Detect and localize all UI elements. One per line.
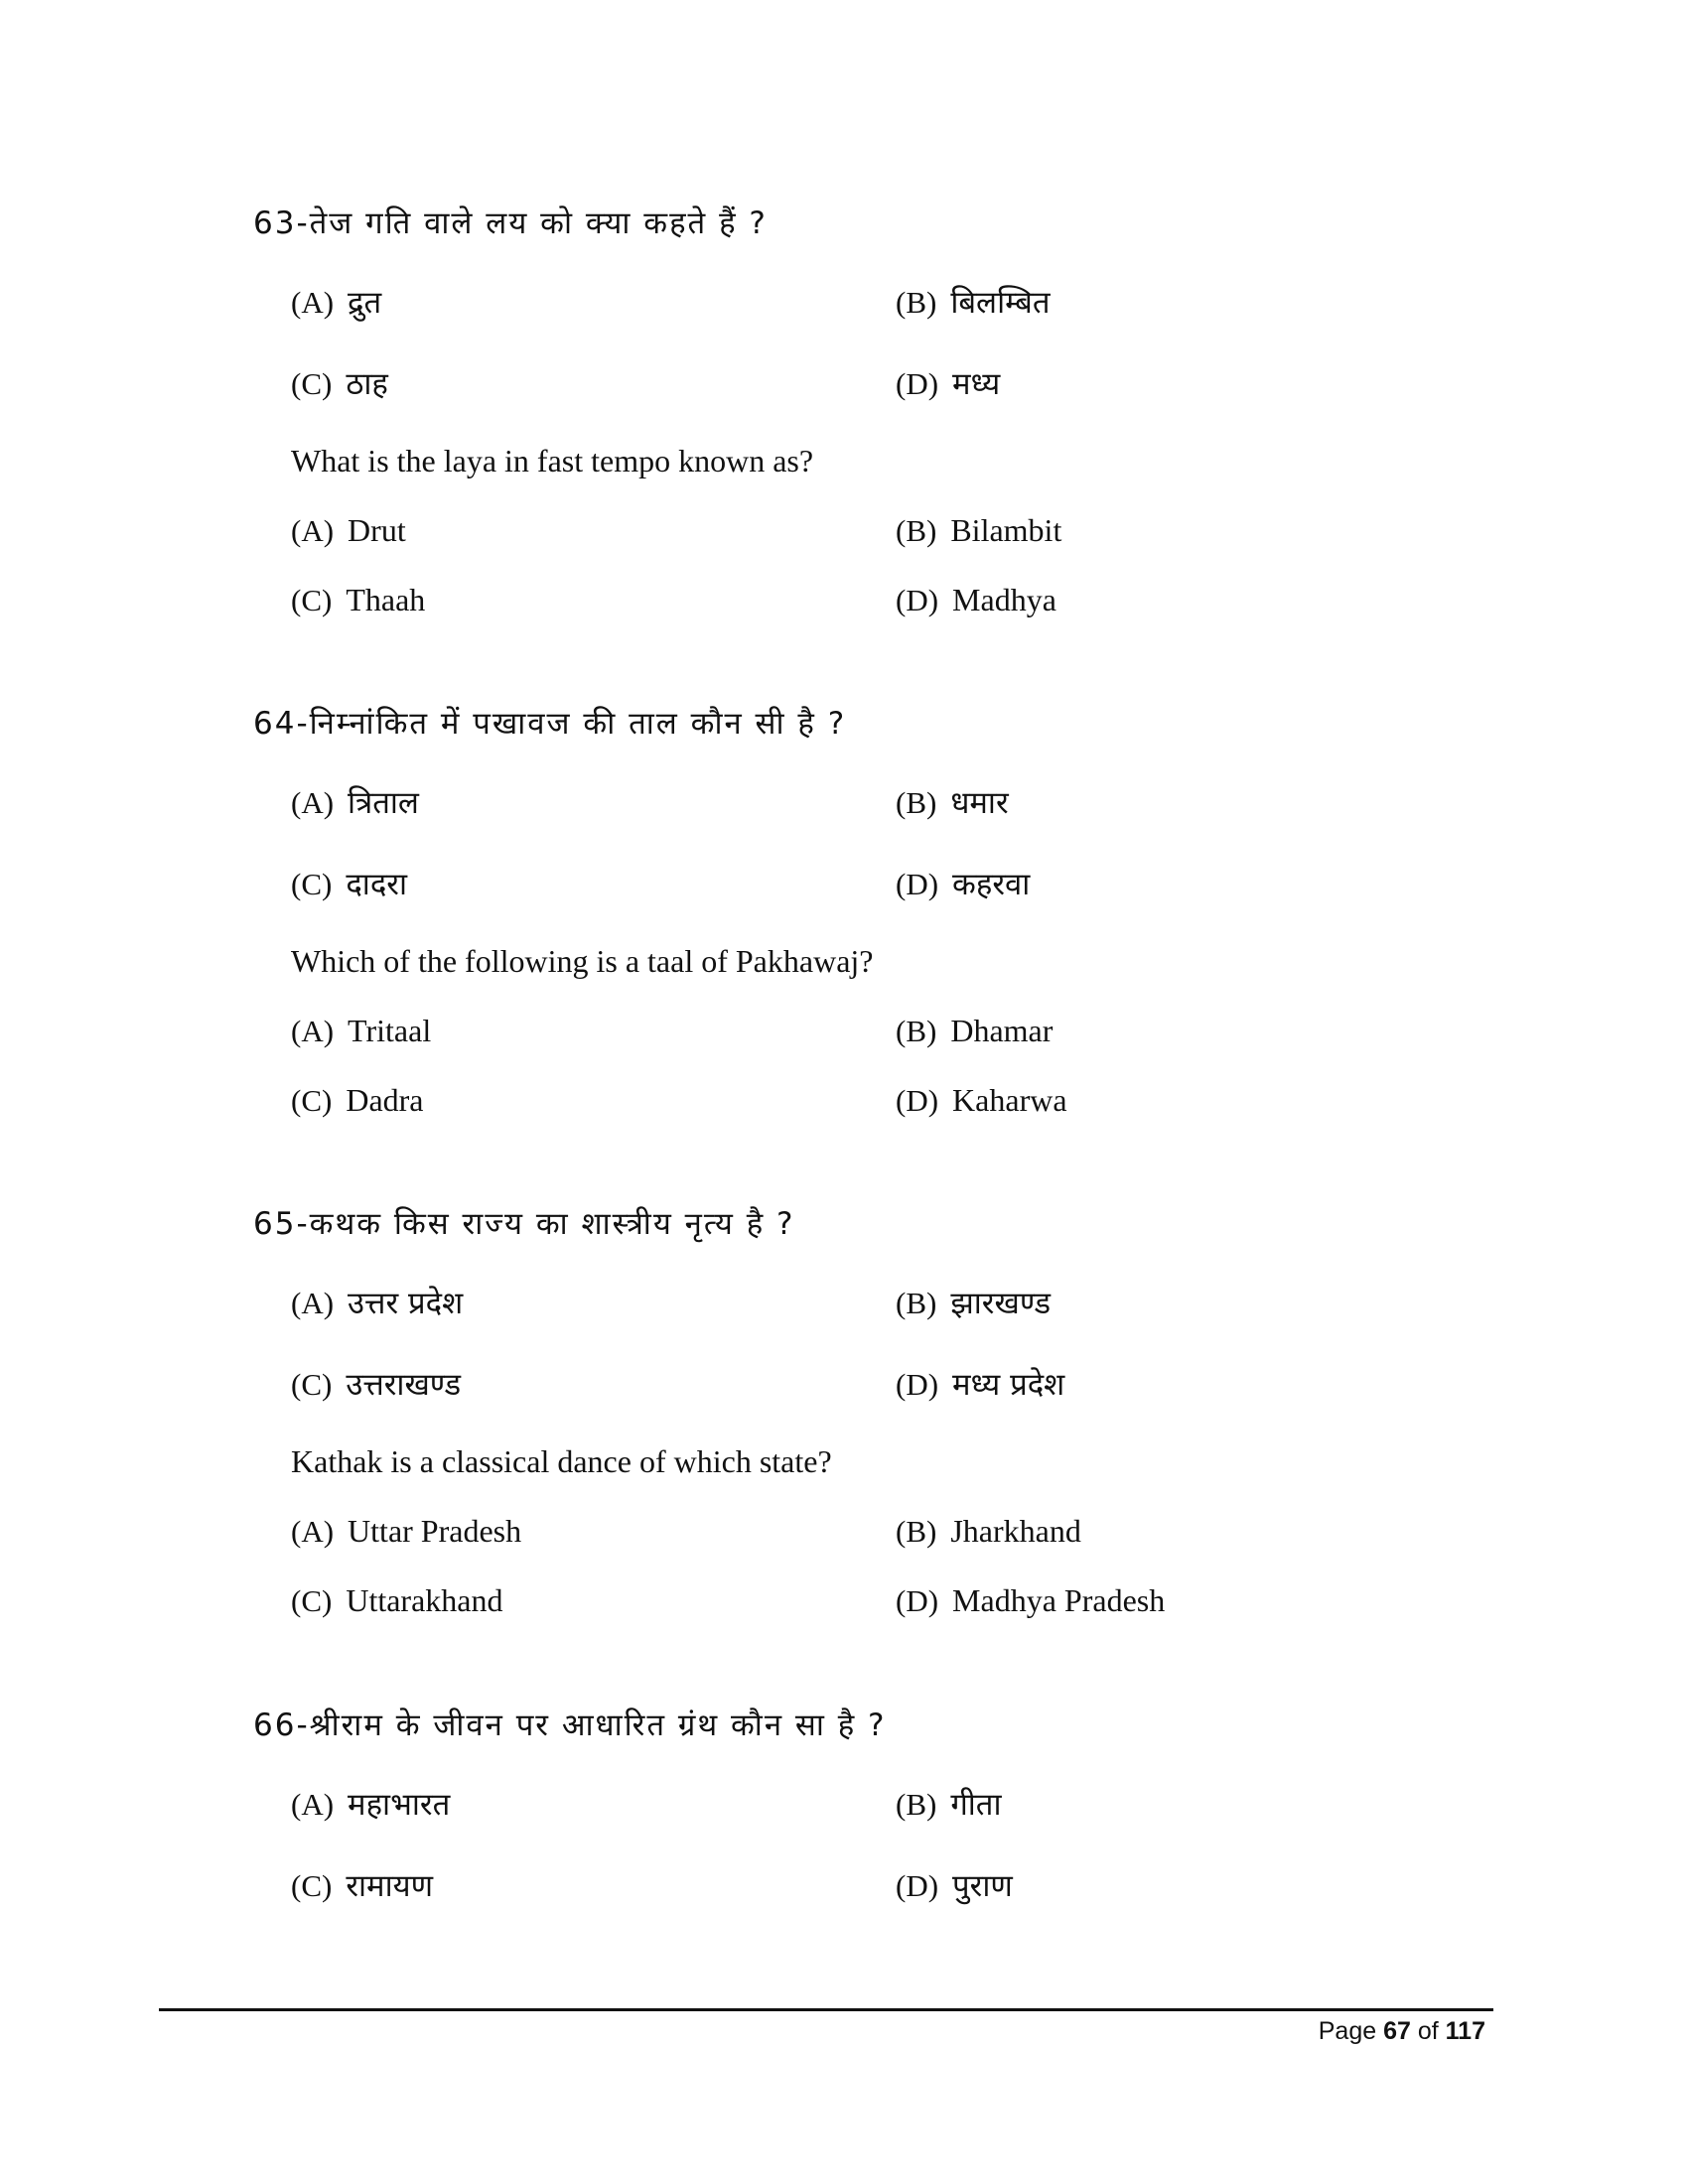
option-text: Dhamar	[950, 1013, 1054, 1048]
page-number	[1319, 2017, 1485, 2046]
option-label: (C)	[291, 1083, 333, 1118]
option-65-english-c	[291, 1582, 502, 1619]
option-64-hindi-b	[896, 781, 1009, 823]
option-text: महाभारत	[348, 1787, 451, 1823]
option-label: (A)	[291, 1787, 335, 1822]
option-label: (D)	[896, 1083, 939, 1118]
option-63-english-d	[896, 582, 1056, 618]
page-prefix: Page	[1318, 2017, 1377, 2045]
option-text: उत्तराखण्ड	[346, 1367, 462, 1403]
question-65-english: Kathak is a classical dance of which state?	[291, 1443, 832, 1479]
option-label: (B)	[896, 285, 937, 320]
option-65-hindi-b	[896, 1282, 1051, 1323]
option-text: झारखण्ड	[950, 1286, 1052, 1321]
option-65-hindi-a	[291, 1282, 463, 1323]
option-label: (C)	[291, 1367, 333, 1402]
option-text: मध्य	[952, 366, 1001, 402]
option-label: (D)	[896, 1367, 939, 1402]
option-label: (B)	[896, 1787, 937, 1822]
option-label: (B)	[896, 513, 937, 548]
option-text: Jharkhand	[950, 1513, 1081, 1549]
option-text: धमार	[950, 785, 1009, 821]
option-text: त्रिताल	[348, 785, 419, 821]
option-63-english-c	[291, 582, 425, 618]
option-text: कहरवा	[952, 867, 1031, 902]
option-text: Drut	[348, 512, 406, 548]
option-64-hindi-d	[896, 863, 1030, 904]
option-label: (C)	[291, 366, 333, 401]
page-current: 67	[1383, 2017, 1411, 2045]
option-text: Dadra	[346, 1082, 424, 1118]
option-label: (A)	[291, 1286, 335, 1320]
option-text: दादरा	[346, 867, 407, 902]
option-text: Kaharwa	[952, 1082, 1067, 1118]
option-65-english-d	[896, 1582, 1165, 1619]
option-63-english-a	[291, 512, 406, 549]
option-64-english-d	[896, 1082, 1067, 1119]
option-label: (A)	[291, 513, 335, 548]
option-label: (A)	[291, 1514, 335, 1549]
option-label: (D)	[896, 1868, 939, 1903]
option-64-hindi-c	[291, 863, 407, 904]
option-text: गीता	[950, 1787, 1002, 1823]
option-text: Madhya	[952, 582, 1056, 617]
option-65-hindi-c	[291, 1363, 461, 1405]
option-63-hindi-b	[896, 281, 1051, 323]
option-text: Uttar Pradesh	[348, 1513, 522, 1549]
option-63-hindi-c	[291, 362, 388, 404]
option-label: (D)	[896, 867, 939, 901]
footer-divider	[159, 2008, 1493, 2011]
option-text: ठाह	[346, 366, 388, 402]
option-label: (D)	[896, 583, 939, 617]
option-text: Bilambit	[950, 512, 1062, 548]
option-65-hindi-d	[896, 1363, 1064, 1405]
option-66-hindi-c	[291, 1864, 433, 1906]
option-text: द्रुत	[348, 285, 382, 321]
option-text: Tritaal	[348, 1013, 432, 1048]
option-65-english-a	[291, 1513, 521, 1550]
option-label: (C)	[291, 583, 333, 617]
option-63-english-b	[896, 512, 1061, 549]
option-text: बिलम्बित	[950, 285, 1051, 321]
question-64-hindi: 64-निम्नांकित में पखावज की ताल कौन सी है ?	[253, 706, 847, 742]
page-sep: of	[1417, 2017, 1439, 2045]
option-63-hindi-a	[291, 281, 381, 323]
option-65-english-b	[896, 1513, 1081, 1550]
question-63-hindi: 63-तेज गति वाले लय को क्या कहते हैं ?	[253, 205, 768, 241]
option-label: (A)	[291, 285, 335, 320]
option-63-hindi-d	[896, 362, 1000, 404]
option-64-english-b	[896, 1013, 1053, 1049]
question-63-english: What is the laya in fast tempo known as?	[291, 443, 814, 478]
option-64-english-c	[291, 1082, 424, 1119]
question-65-hindi: 65-कथक किस राज्य का शास्त्रीय नृत्य है ?	[253, 1206, 795, 1242]
option-66-hindi-d	[896, 1864, 1013, 1906]
option-label: (B)	[896, 1014, 937, 1048]
option-label: (C)	[291, 867, 333, 901]
option-text: रामायण	[346, 1868, 433, 1904]
option-label: (B)	[896, 1514, 937, 1549]
option-label: (C)	[291, 1868, 333, 1903]
option-label: (D)	[896, 366, 939, 401]
question-66-hindi: 66-श्रीराम के जीवन पर आधारित ग्रंथ कौन सा है ?	[253, 1707, 887, 1743]
option-label: (D)	[896, 1583, 939, 1618]
option-label: (B)	[896, 785, 937, 820]
option-66-hindi-a	[291, 1783, 450, 1825]
page-total: 117	[1445, 2017, 1485, 2045]
option-66-hindi-b	[896, 1783, 1002, 1825]
option-text: Uttarakhand	[346, 1582, 503, 1618]
option-label: (C)	[291, 1583, 333, 1618]
option-text: उत्तर प्रदेश	[348, 1286, 464, 1321]
option-text: Thaah	[346, 582, 426, 617]
option-label: (A)	[291, 785, 335, 820]
option-text: Madhya Pradesh	[952, 1582, 1166, 1618]
option-text: पुराण	[952, 1868, 1013, 1904]
option-text: मध्य प्रदेश	[952, 1367, 1065, 1403]
question-64-english: Which of the following is a taal of Pakhawaj?	[291, 943, 874, 979]
option-64-english-a	[291, 1013, 431, 1049]
option-label: (B)	[896, 1286, 937, 1320]
option-label: (A)	[291, 1014, 335, 1048]
option-64-hindi-a	[291, 781, 419, 823]
